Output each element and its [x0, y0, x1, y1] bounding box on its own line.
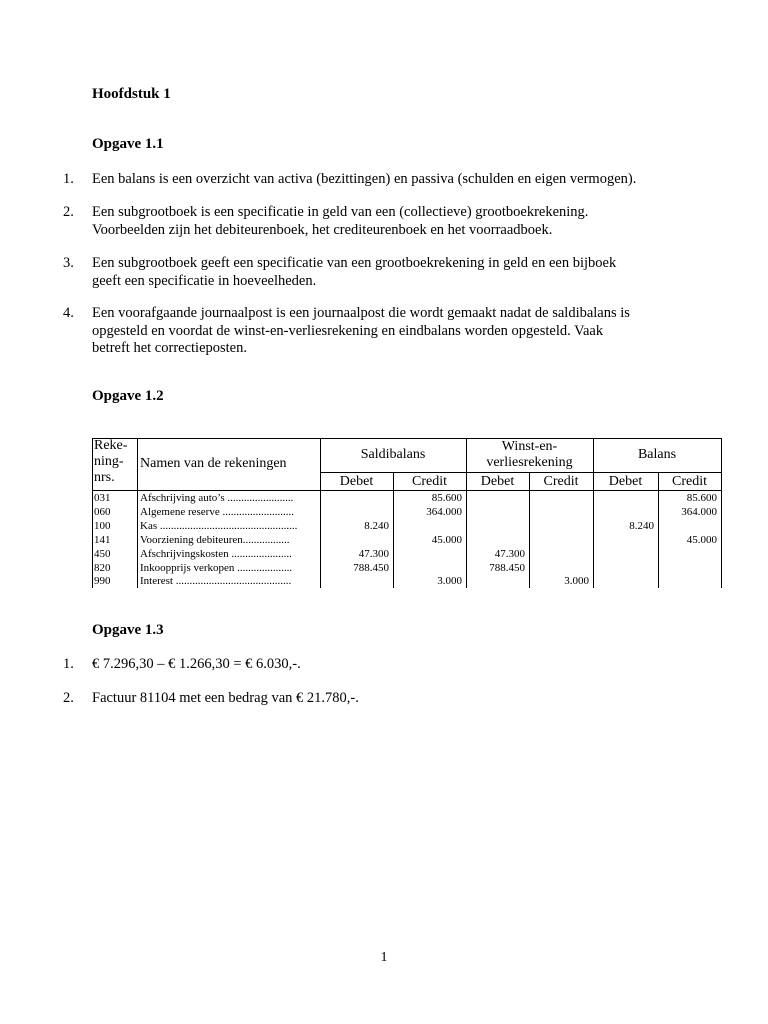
subheader-credit: Credit: [672, 474, 707, 489]
header-text: Winst-en-: [501, 439, 558, 454]
account-name: Algemene reserve ..........................: [140, 505, 294, 518]
subheader-credit: Credit: [412, 474, 447, 489]
list-item-text: betreft het correctieposten.: [92, 340, 247, 356]
saldibalans-debet-amount: 788.450: [353, 561, 389, 574]
account-code: 060: [94, 505, 111, 518]
saldibalans-credit-amount: 364.000: [426, 505, 462, 518]
subheader-debet: Debet: [608, 474, 643, 489]
ledger-table: [92, 438, 722, 588]
page-number: 1: [380, 950, 388, 965]
table-rule: [721, 438, 722, 588]
header-saldibalans: Saldibalans: [360, 447, 426, 462]
header-balans: Balans: [637, 447, 677, 462]
list-item-text: opgesteld en voordat de winst-en-verliesrekening en eindbalans worden opgesteld. Vaak: [92, 322, 604, 339]
account-name: Interest ..........................................: [140, 575, 292, 588]
header-winst-en-verliesrekening: [466, 439, 593, 471]
list-item-text: Een subgrootboek is een specificatie in geld van een (collectieve) grootboekrekening.: [92, 204, 589, 220]
list-item-number: 2.: [63, 690, 74, 706]
subheader-debet: Debet: [480, 474, 515, 489]
account-name: Afschrijvingskosten ......................: [140, 547, 292, 560]
header-account-name: Namen van de rekeningen: [140, 456, 287, 471]
list-item-text: € 7.296,30 – € 1.266,30 = € 6.030,-.: [92, 656, 301, 672]
account-code: 031: [94, 492, 111, 504]
list-item-text: Een balans is een overzicht van activa (bezittingen) en passiva (schulden en eigen vermogen).: [92, 171, 637, 187]
saldibalans-credit-amount: 85.600: [431, 492, 462, 504]
section-title-opgave-1-3: Opgave 1.3: [92, 622, 164, 638]
list-item-text: Een voorafgaande journaalpost is een journaalpost die wordt gemaakt nadat de saldibalans is: [92, 305, 630, 321]
balans-credit-amount: 364.000: [681, 505, 717, 518]
saldibalans-credit-amount: 45.000: [431, 533, 462, 546]
account-name: Voorziening debiteuren.................: [140, 533, 290, 546]
list-item-number: 3.: [63, 255, 74, 271]
list-item-text: geeft een specificatie in hoeveelheden.: [92, 272, 317, 289]
header-text: verliesrekening: [486, 455, 573, 470]
list-item-number: 4.: [63, 305, 74, 321]
list-item-text: Factuur 81104 met een bedrag van € 21.780,-.: [92, 690, 359, 706]
list-item-number: 1.: [63, 171, 74, 187]
table-rule: [137, 438, 138, 588]
section-title-opgave-1-1: Opgave 1.1: [92, 136, 164, 152]
chapter-title: Hoofdstuk 1: [92, 86, 171, 102]
winst-verlies-debet-amount: 788.450: [489, 561, 525, 574]
table-rule: [320, 472, 722, 473]
saldibalans-debet-amount: 8.240: [364, 519, 389, 532]
winst-verlies-debet-amount: 47.300: [494, 547, 525, 560]
account-code: 990: [94, 575, 111, 588]
subheader-debet: Debet: [339, 474, 374, 489]
balans-debet-amount: 8.240: [629, 519, 654, 532]
account-name: Kas ..................................................: [140, 519, 298, 532]
subheader-credit: Credit: [543, 474, 579, 489]
balans-credit-amount: 45.000: [686, 533, 717, 546]
account-code: 450: [94, 547, 111, 560]
account-name: Afschrijving auto’s ........................: [140, 492, 294, 504]
list-item-number: 1.: [63, 656, 74, 672]
header-account-nr: [94, 438, 136, 486]
saldibalans-credit-amount: 3.000: [437, 575, 462, 588]
list-item-number: 2.: [63, 204, 74, 220]
section-title-opgave-1-2: Opgave 1.2: [92, 388, 164, 404]
winst-verlies-credit-amount: 3.000: [564, 575, 589, 588]
table-rule: [92, 438, 722, 439]
account-code: 141: [94, 533, 111, 546]
list-item-text: Voorbeelden zijn het debiteurenboek, het crediteurenboek en het voorraadboek.: [92, 221, 553, 238]
header-text: ning-: [94, 454, 124, 469]
account-name: Inkoopprijs verkopen ....................: [140, 561, 293, 574]
saldibalans-debet-amount: 47.300: [358, 547, 389, 560]
list-item-text: Een subgrootboek geeft een specificatie van een grootboekrekening in geld en een bijboek: [92, 255, 617, 271]
header-text: Reke-: [94, 438, 128, 453]
account-code: 820: [94, 561, 111, 574]
balans-credit-amount: 85.600: [686, 492, 717, 504]
account-code: 100: [94, 519, 111, 532]
header-text: nrs.: [94, 470, 115, 485]
table-rule: [92, 438, 93, 588]
